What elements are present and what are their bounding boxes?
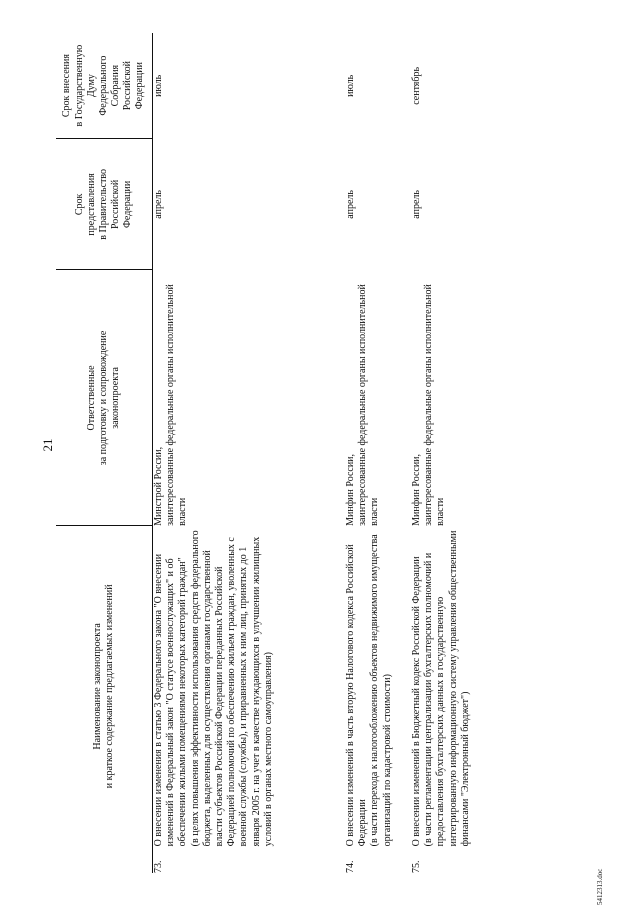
duma-deadline-cell: июль (345, 74, 356, 97)
gov-deadline-cell: апрель (153, 190, 164, 219)
bill-description: (в части регламентации централизации бухгалтерских полномочий и предоставления бухгалтерских данных в государственную интегрированную информационную систему управления общественными финансами "Электронный бюджет") (423, 530, 471, 847)
table-row (411, 33, 509, 873)
row-name-cell (411, 526, 509, 846)
header-gov-deadline: Срок представления в Правительство Российской Федерации (56, 139, 153, 270)
table-header-row (56, 33, 153, 873)
row-name-cell (345, 526, 411, 846)
bill-description: (в целях повышения эффективности использования средств федерального бюджета, выделенных для осуществления органами государственной власти субъектов Российской Федерации переданных Российской Федерацией полномочий по обеспечению жильем граждан, уволенных с военной службы (службы), и приравненных к ним лиц, принятых до 1 января 2005 г. на учет в качестве нуждающихся в улучшении жилищных условий в органах местного самоуправления) (189, 530, 274, 847)
bill-title: О внесении изменений в часть вторую Налогового кодекса Российской Федерации (345, 544, 369, 847)
header-number (56, 846, 153, 873)
document-code: 5412313.doc (596, 868, 604, 905)
legislation-table (56, 33, 509, 873)
row-number: 73. (153, 860, 164, 873)
responsible-cell: Минфин России, заинтересованные федеральные органы исполнительной власти (411, 284, 447, 526)
table-row (153, 33, 346, 873)
bill-title: О внесении изменения в статью 3 Федерального закона "О внесении изменений в Федеральный закон "О статусе военнослужащих" и об обеспечении жилыми помещениями некоторых категорий граждан" (153, 553, 189, 847)
header-duma-deadline: Срок внесения в Государственную Думу Федерального Собрания Российской Федерации (61, 44, 146, 127)
bill-description: (в части перехода к налогообложению объектов недвижимого имущества организаций по кадастровой стоимости) (369, 534, 393, 847)
responsible-cell: Минфин России, заинтересованные федеральные органы исполнительной власти (345, 284, 381, 526)
bill-title: О внесении изменений в Бюджетный кодекс Российской Федерации (411, 556, 422, 847)
table-row (345, 33, 411, 873)
gov-deadline-cell: апрель (345, 190, 356, 219)
gov-deadline-cell: апрель (411, 190, 422, 219)
header-name: Наименование законопроекта и краткое содержание предлагаемых изменений (56, 526, 153, 846)
responsible-cell: Минстрой России, заинтересованные федеральные органы исполнительной власти (153, 284, 189, 526)
row-number: 75. (411, 860, 422, 873)
header-responsible: Ответственные за подготовку и сопровождение законопроекта (56, 270, 153, 526)
row-number: 74. (345, 860, 356, 873)
row-name-cell (153, 526, 346, 846)
duma-deadline-cell: сентябрь (411, 66, 422, 105)
page-number: 21 (40, 438, 55, 452)
duma-deadline-cell: июль (153, 74, 164, 97)
